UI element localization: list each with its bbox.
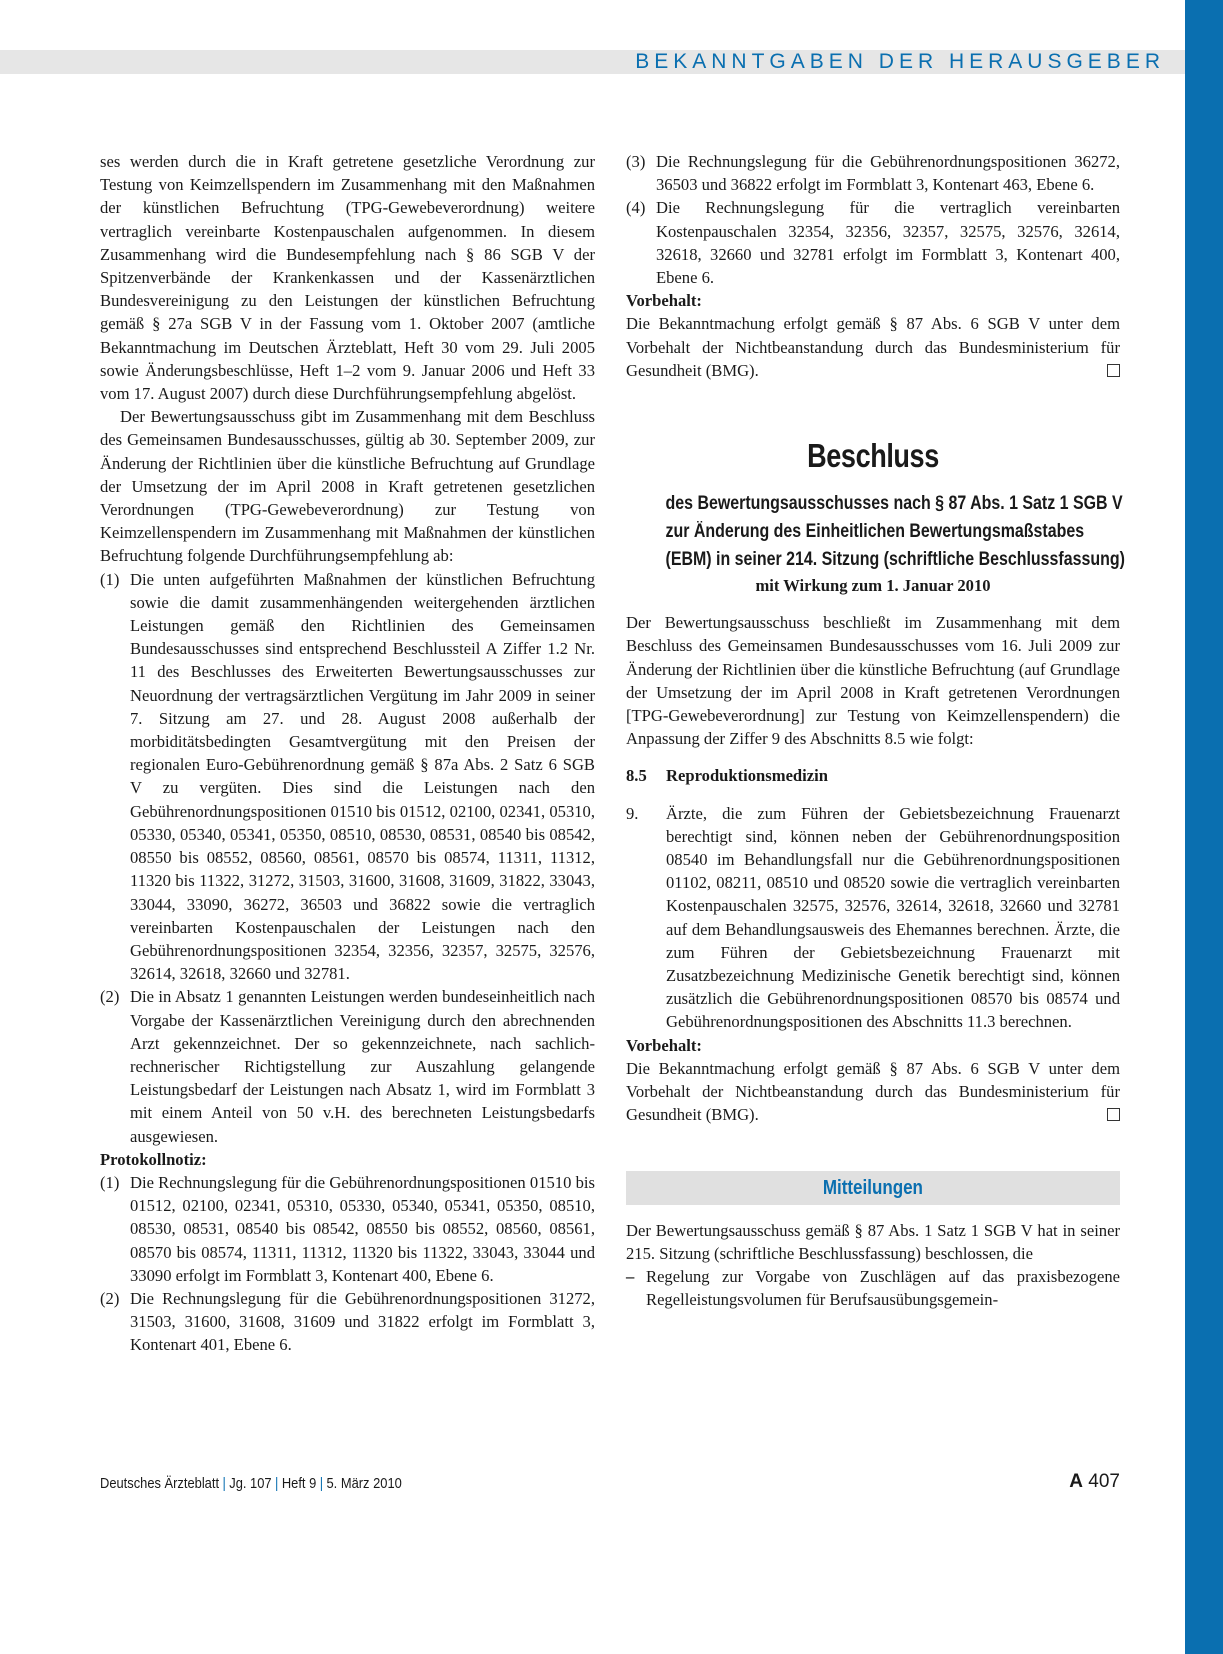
list-text: Die Rechnungslegung für die Gebührenordnungspositionen 36272, 36503 und 36822 erfolgt im Formblatt 3, Kontenart 463, Ebene 6.	[656, 152, 1120, 195]
list-text: Die in Absatz 1 genannten Leistungen werden bundeseinheitlich nach Vorgabe der Kassenärztlichen Vereinigung durch den abrechnenden Arzt gekennzeichnet. Der so gekennzeichnete, nach sachlich-rechnerischer Richtigstellung zur Auszahlung gelangende Leistungsbedarf der Leistungen nach Absatz 1, wird im Formblatt 3 mit einem Anteil von 50 v.H. des berechneten Leistungsbedarfs ausgewiesen.	[130, 987, 595, 1146]
list-item	[100, 568, 595, 986]
dash-bullet-icon: –	[626, 1266, 635, 1286]
list-text: Die Rechnungslegung für die Gebührenordnungspositionen 01510 bis 01512, 02100, 02341, 05310, 05330, 05340, 05341, 05350, 08510, 08530, 08531, 08540 bis 08542, 08550 bis 08552, 08560, 08561, 08570 bis 08574, 11311, 11312, 11320 bis 11322, 33043, 33044 und 33090 erfolgt im Formblatt 3, Kontenart 400, Ebene 6.	[130, 1172, 595, 1285]
vorbehalt-text: Die Bekanntmachung erfolgt gemäß § 87 Abs. 6 SGB V unter dem Vorbehalt der Nichtbeanstandung durch das Bundesministerium für Gesundheit (BMG).	[626, 314, 1120, 380]
mitteilungen-paragraph: Der Bewertungsausschuss gemäß § 87 Abs. 1 Satz 1 SGB V hat in seiner 215. Sitzung (schriftliche Beschlussfassung) beschlossen, die	[626, 1220, 1120, 1263]
list-text: Die Rechnungslegung für die vertraglich vereinbarten Kostenpauschalen 32354, 32356, 32357, 32575, 32576, 32614, 32618, 32660 und 32781 erfolgt im Formblatt 3, Kontenart 400, Ebene 6.	[656, 198, 1120, 288]
vorbehalt-paragraph	[626, 312, 1120, 382]
page-number	[1069, 1471, 1120, 1493]
beschluss-title: Beschluss	[807, 437, 939, 475]
protokoll-item	[626, 150, 1120, 196]
protokoll-heading: Protokollnotiz:	[100, 1149, 207, 1169]
footer-citation: Deutsches Ärzteblatt | Jg. 107 | Heft 9 | 5. März 2010	[100, 1475, 402, 1492]
protokoll-item	[100, 1287, 595, 1357]
issue-date: 5. März 2010	[326, 1475, 402, 1492]
mitteilungen-heading	[626, 1171, 1120, 1205]
paragraph-2: Der Bewertungsausschuss gibt im Zusammenhang mit dem Beschluss des Gemeinsamen Bundesausschusses, gültig ab 30. September 2009, zur Änderung der Richtlinien über die künstliche Befruchtung auf Grundlage der Umsetzung der im April 2008 in Kraft getretenen gesetzlichen Verordnungen (TPG-Gewebeverordnung) zur Testung von Keimzellenspendern im Zusammenhang mit Maßnahmen der künstlichen Befruchtung folgende Durchführungsempfehlung ab:	[100, 407, 595, 566]
subsection-title: Reproduktionsmedizin	[666, 766, 828, 786]
journal-name: Deutsches Ärzteblatt	[100, 1475, 220, 1492]
subsection-heading	[626, 764, 1120, 787]
list-number: (1)	[100, 1172, 120, 1192]
beschluss-subtitle-line: des Bewertungsausschusses nach § 87 Abs. 1 Satz 1 SGB V	[665, 493, 1123, 515]
dash-list-item	[626, 1265, 1120, 1311]
vorbehalt-heading: Vorbehalt:	[626, 1035, 702, 1055]
vorbehalt-text: Die Bekanntmachung erfolgt gemäß § 87 Abs. 6 SGB V unter dem Vorbehalt der Nichtbeanstandung durch das Bundesministerium für Gesundheit (BMG).	[626, 1058, 1120, 1125]
list-item	[100, 985, 595, 1147]
list-number: (4)	[626, 198, 646, 218]
end-mark-icon	[1107, 364, 1120, 377]
numbered-item	[626, 802, 1120, 1034]
list-number: (3)	[626, 152, 646, 171]
list-number: (1)	[100, 569, 120, 589]
beschluss-subtitle-line: zur Änderung des Einheitlichen Bewertungsmaßstabes	[665, 521, 1085, 543]
section-header-title: BEKANNTGABEN DER HERAUSGEBER	[635, 50, 1165, 73]
list-text: Die unten aufgeführten Maßnahmen der künstlichen Befruchtung sowie die damit zusammenhängenden weitergehenden ärztlichen Leistungen gemäß den Richtlinien des Gemeinsamen Bundesausschusses sind entsprechend Beschlussteil A Ziffer 1.2 Nr. 11 des Beschlusses des Erweiterten Bewertungsausschusses zur Neuordnung der vertragsärztlichen Vergütung im Jahr 2009 in seiner 7. Sitzung am 27. und 28. August 2008 außerhalb der morbiditätsbedingten Gesamtvergütung mit den Preisen der regionalen Euro-Gebührenordnung gemäß § 87a Abs. 2 Satz 6 SGB V zu vergüten. Dies sind die Leistungen nach den Gebührenordnungspositionen 01510 bis 01512, 02100, 02341, 05310, 05330, 05340, 05341, 05350, 08510, 08530, 08531, 08540 bis 08542, 08550 bis 08552, 08560, 08561, 08570 bis 08574, 11311, 11312, 11320 bis 11322, 31272, 31503, 31600, 31608, 31609, 31822, 33043, 33044, 33090, 36272, 36503 und 36822 sowie die vertraglich vereinbarten Kostenpauschalen der Leistungen nach den Gebührenordnungspositionen 32354, 32356, 32357, 32575, 32576, 32614, 32618, 32660 und 32781.	[130, 569, 595, 984]
right-column	[626, 150, 1125, 1311]
beschluss-subtitle-line: (EBM) in seiner 214. Sitzung (schriftliche Beschlussfassung)	[665, 549, 1125, 571]
page-prefix: A	[1069, 1471, 1084, 1492]
protokoll-item	[626, 196, 1120, 289]
left-column	[100, 150, 595, 1357]
vorbehalt-paragraph	[626, 1057, 1120, 1127]
protokoll-item	[100, 1171, 595, 1287]
intro-paragraph: ses werden durch die in Kraft getretene gesetzliche Verordnung zur Testung von Keimzellspendern im Zusammenhang mit den Maßnahmen der künstlichen Befruchtung (TPG-Gewebeverordnung) weitere vertraglich vereinbarte Kostenpauschalen aufgenommen. In diesem Zusammenhang wird die Bundesempfehlung nach § 86 SGB V der Spitzenverbände der Krankenkassen und der Kassenärztlichen Bundesvereinigung zu den Leistungen der künstlichen Befruchtung gemäß § 27a SGB V in der Fassung vom 1. Oktober 2007 (amtliche Bekanntmachung im Deutschen Ärzteblatt, Heft 30 vom 29. Juli 2005 sowie Änderungsbeschlüsse, Heft 1–2 vom 9. Januar 2006 und Heft 33 vom 17. August 2007) durch diese Durchführungsempfehlung abgelöst.	[100, 152, 595, 404]
list-number: (2)	[100, 1288, 120, 1308]
dash-item-text: Regelung zur Vorgabe von Zuschlägen auf das praxisbezogene Regelleistungsvolumen für Berufsausübungsgemein-	[646, 1266, 1120, 1310]
item-number: 9.	[626, 803, 639, 823]
end-mark-icon	[1107, 1108, 1120, 1121]
vorbehalt-heading: Vorbehalt:	[626, 291, 702, 311]
beschluss-subtitle	[626, 490, 1125, 574]
subsection-number: 8.5	[626, 766, 647, 786]
volume: Jg. 107	[229, 1475, 272, 1492]
sidebar-accent-bar	[1185, 0, 1223, 1654]
item-text: Ärzte, die zum Führen der Gebietsbezeichnung Frauenarzt berechtigt sind, können neben der Gebührenordnungsposition 08540 im Behandlungsfall nur die Gebührenordnungspositionen 01102, 08211, 08510 und 08520 sowie die vertraglich vereinbarten Kostenpauschalen 32575, 32576, 32614, 32618, 32660 und 32781 auf dem Behandlungsausweis des Ehemannes berechnen. Ärzte, die zum Führen der Gebietsbezeichnung Frauenarzt mit Zusatzbezeichnung Medizinische Genetik berechtigt sind, können zusätzlich die Gebührenordnungspositionen 08570 bis 08574 und Gebührenordnungspositionen des Abschnitts 11.3 berechnen.	[666, 803, 1120, 1032]
list-number: (2)	[100, 987, 120, 1007]
wirkung-date: mit Wirkung zum 1. Januar 2010	[755, 576, 991, 596]
beschluss-paragraph: Der Bewertungsausschuss beschließt im Zusammenhang mit dem Beschluss des Gemeinsamen Bundesausschusses vom 16. Juli 2009 zur Änderung der Richtlinien über die künstliche Befruchtung (auf Grundlage der Umsetzung der im April 2008 in Kraft getretenen Verordnungen [TPG-Gewebeverordnung] zur Testung von Keimzellenspendern) die Anpassung der Ziffer 9 des Abschnitts 8.5 wie folgt:	[626, 613, 1120, 749]
list-text: Die Rechnungslegung für die Gebührenordnungspositionen 31272, 31503, 31600, 31608, 31609 und 31822 erfolgt im Formblatt 3, Kontenart 401, Ebene 6.	[130, 1288, 595, 1355]
mitteilungen-title: Mitteilungen	[822, 1176, 924, 1199]
issue: Heft 9	[281, 1475, 317, 1492]
page-number-value: 407	[1088, 1471, 1120, 1492]
